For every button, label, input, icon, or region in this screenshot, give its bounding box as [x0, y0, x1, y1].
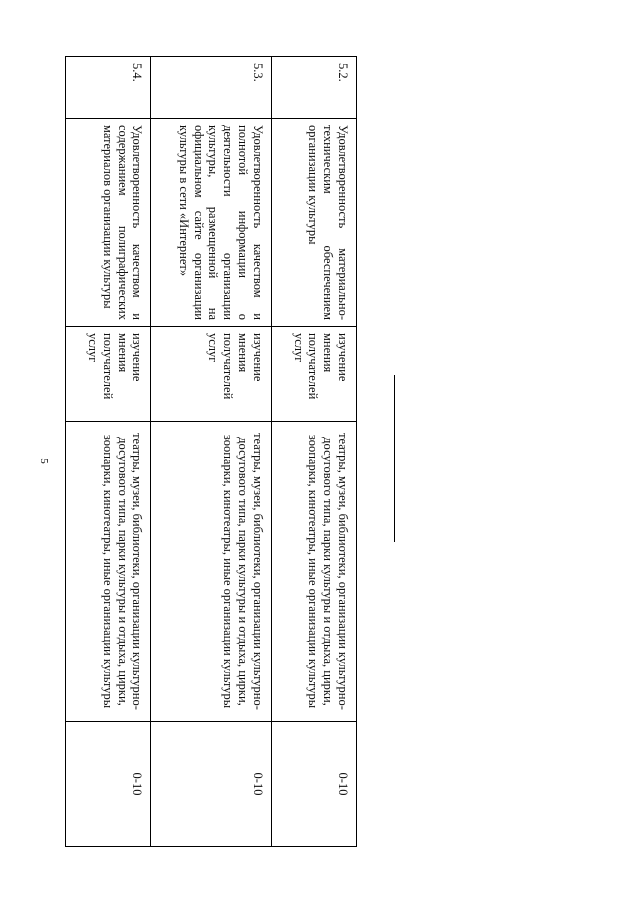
criterion-cell: Удовлетворенность качеством и содержанием полиграфических материалов организации культуры: [66, 119, 151, 327]
organization-types-cell: театры, музеи, библиотеки, организации культурно-досугового типа, парки культуры и отдыха, цирки, зоопарки, кинотеатры, иные организации культуры: [151, 422, 271, 722]
table-row: [271, 57, 356, 847]
method-cell: изучение мнения получателей услуг: [271, 327, 356, 422]
row-number: 5.3.: [151, 57, 271, 119]
method-cell: изучение мнения получателей услуг: [151, 327, 271, 422]
criteria-table: [65, 56, 357, 847]
criterion-cell: Удовлетворенность материально-техническим обеспечением организации культуры: [271, 119, 356, 327]
score-range-cell: 0-10: [271, 722, 356, 847]
score-range-cell: 0-10: [66, 722, 151, 847]
row-number: 5.2.: [271, 57, 356, 119]
row-number: 5.4.: [66, 57, 151, 119]
score-range-cell: 0-10: [151, 722, 271, 847]
criteria-table-container: [65, 56, 357, 846]
page-number: 5: [38, 458, 50, 464]
table-row: [66, 57, 151, 847]
end-rule-line: [394, 375, 395, 542]
method-cell: изучение мнения получателей услуг: [66, 327, 151, 422]
table-row: [151, 57, 271, 847]
organization-types-cell: театры, музеи, библиотеки, организации культурно-досугового типа, парки культуры и отдыха, цирки, зоопарки, кинотеатры, иные организации культуры: [66, 422, 151, 722]
criterion-cell: Удовлетворенность качеством и полнотой информации о деятельности организации культуры, размещенной на официальном сайте организации культуры в сети «Интернет»: [151, 119, 271, 327]
organization-types-cell: театры, музеи, библиотеки, организации культурно-досугового типа, парки культуры и отдыха, цирки, зоопарки, кинотеатры, иные организации культуры: [271, 422, 356, 722]
